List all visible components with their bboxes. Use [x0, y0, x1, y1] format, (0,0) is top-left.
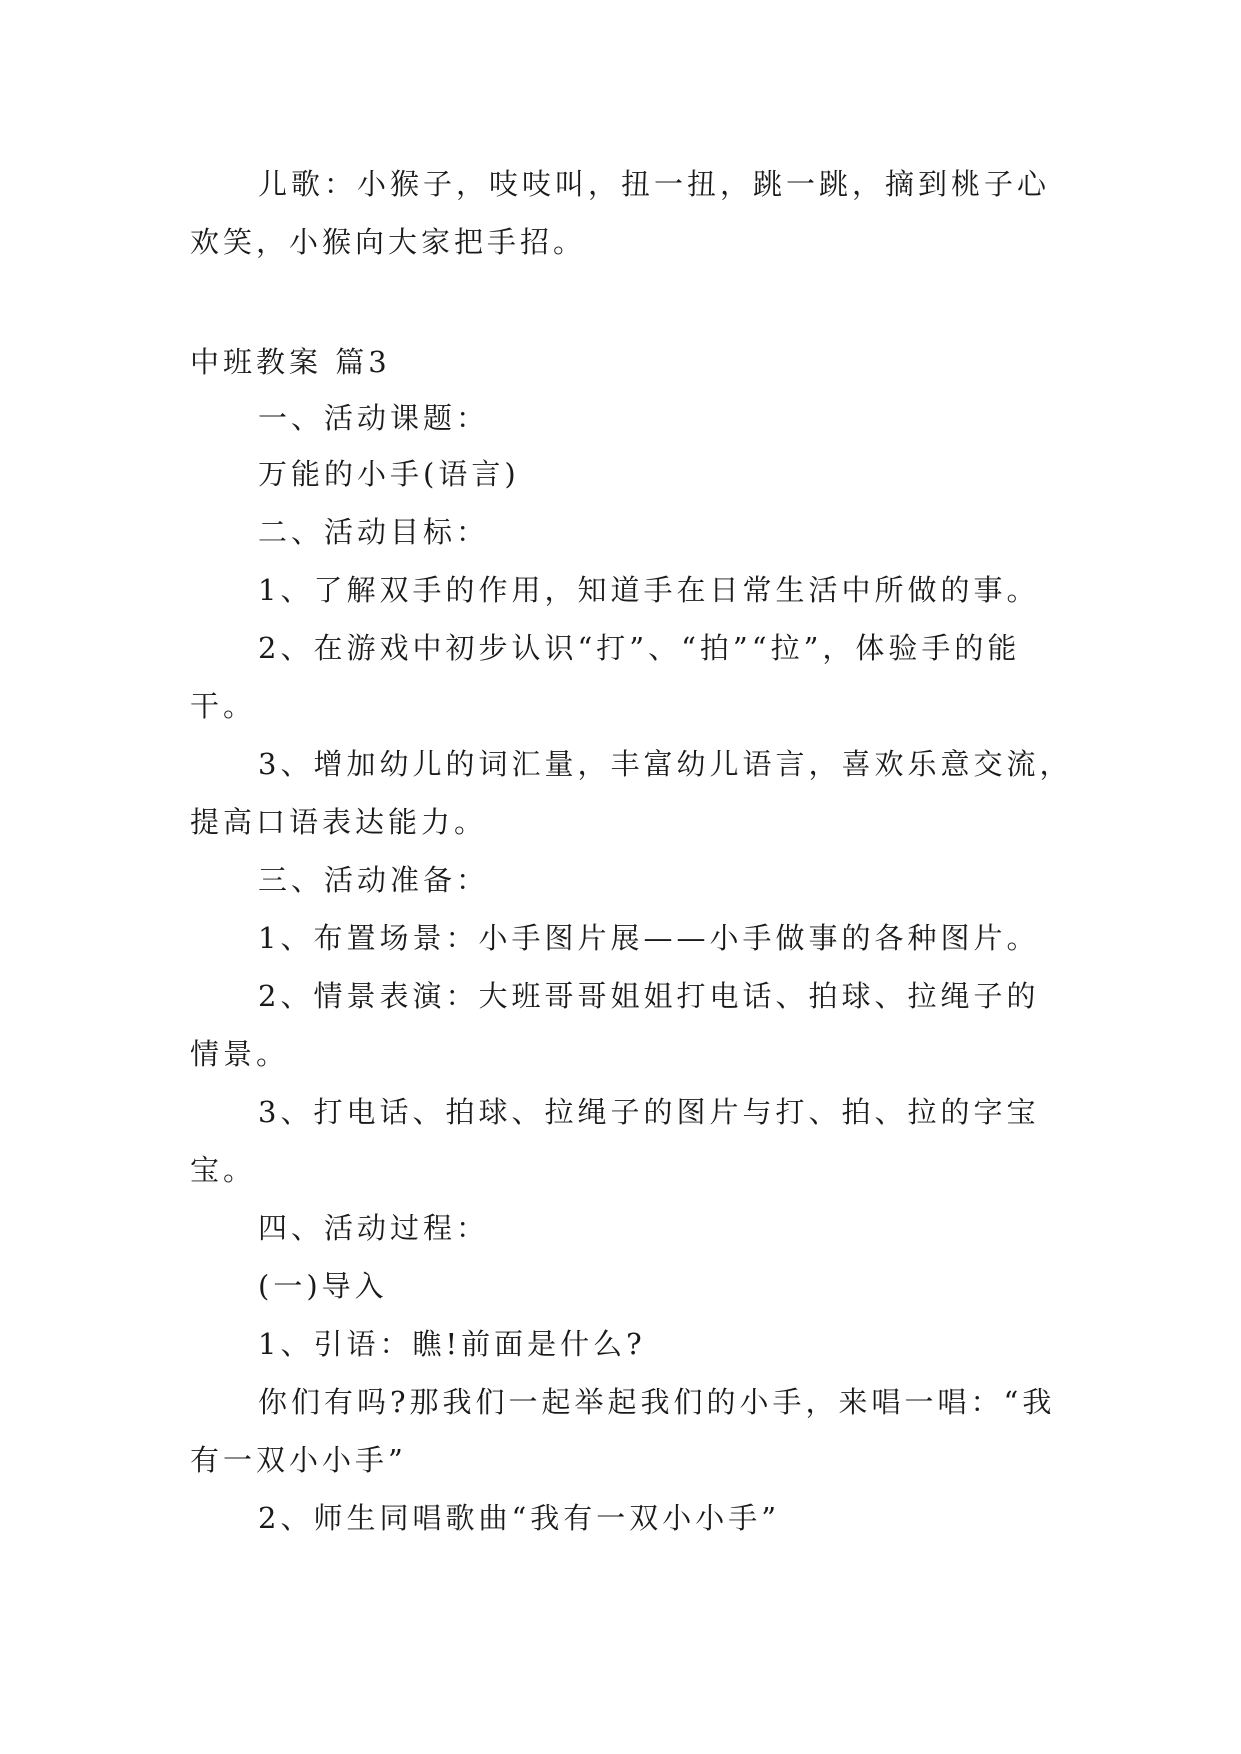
- heading-line: 一、活动课题：: [258, 401, 490, 435]
- heading-line: 二、活动目标：: [258, 515, 490, 549]
- list-item-continuation: 情景。: [190, 1037, 290, 1071]
- heading-line: 三、活动准备：: [258, 863, 490, 897]
- list-item: 1、引语：瞧!前面是什么?: [258, 1327, 646, 1361]
- list-item: 1、了解双手的作用，知道手在日常生活中所做的事。: [258, 573, 1040, 607]
- list-item-continuation: 宝。: [190, 1153, 257, 1187]
- list-item: 1、布置场景：小手图片展——小手做事的各种图片。: [258, 921, 1040, 955]
- paragraph-line: 你们有吗?那我们一起举起我们的小手，来唱一唱：“我: [258, 1385, 1056, 1419]
- heading-line: 四、活动过程：: [258, 1211, 490, 1245]
- list-item-continuation: 提高口语表达能力。: [190, 805, 488, 839]
- list-item: 2、师生同唱歌曲“我有一双小小手”: [258, 1501, 781, 1535]
- paragraph-line: 有一双小小手”: [190, 1443, 407, 1477]
- list-item: 2、情景表演：大班哥哥姐姐打电话、拍球、拉绳子的: [258, 979, 1040, 1013]
- list-item: 2、在游戏中初步认识“打”、“拍”“拉”，体验手的能: [258, 631, 1021, 665]
- section-title: 中班教案 篇3: [190, 345, 391, 379]
- paragraph-line: 万能的小手(语言): [258, 457, 520, 491]
- paragraph-line: 欢笑，小猴向大家把手招。: [190, 225, 587, 259]
- list-item: 3、打电话、拍球、拉绳子的图片与打、拍、拉的字宝: [258, 1095, 1040, 1129]
- paragraph-line: 儿歌：小猴子，吱吱叫，扭一扭，跳一跳，摘到桃子心: [258, 167, 1051, 201]
- list-item-continuation: 干。: [190, 689, 257, 723]
- list-item: 3、增加幼儿的词汇量，丰富幼儿语言，喜欢乐意交流，: [258, 747, 1073, 781]
- subheading-line: (一)导入: [258, 1269, 388, 1303]
